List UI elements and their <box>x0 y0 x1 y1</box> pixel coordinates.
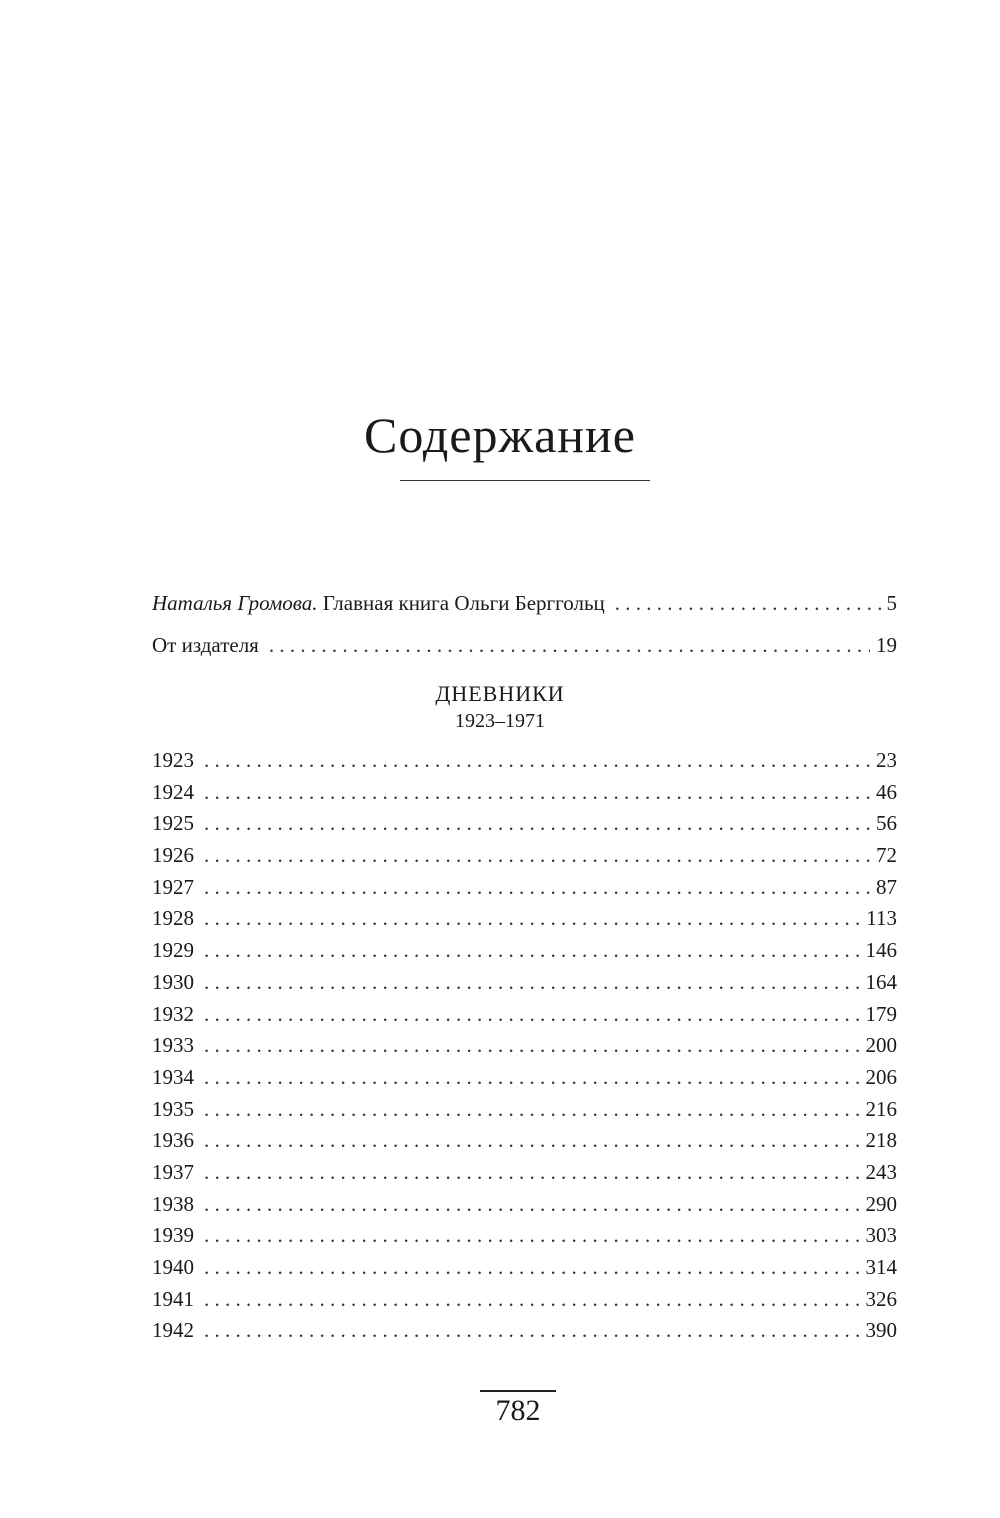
toc-entry-label: 1926 <box>152 843 194 868</box>
dot-leader <box>204 1062 860 1094</box>
dot-leader <box>204 745 870 777</box>
toc-entry-page: 216 <box>865 1096 897 1121</box>
toc-entry-page: 72 <box>876 843 897 868</box>
toc-entry-page: 87 <box>876 874 897 899</box>
toc-entry-page: 146 <box>865 938 897 963</box>
toc-entry-year[interactable] <box>152 1189 897 1221</box>
dot-leader <box>204 1125 860 1157</box>
toc-entry-page: 5 <box>886 591 897 615</box>
toc-entry-label: 1941 <box>152 1286 194 1311</box>
dot-leader <box>204 1284 860 1316</box>
dot-leader <box>615 582 881 624</box>
dot-leader <box>204 967 860 999</box>
toc-entry-label: 1935 <box>152 1096 194 1121</box>
dot-leader <box>204 777 870 809</box>
toc-entry-page: 19 <box>876 633 897 657</box>
toc-entry-page: 243 <box>865 1159 897 1184</box>
toc-entry-label: 1939 <box>152 1223 194 1248</box>
toc-entry-page: 113 <box>866 906 897 931</box>
dot-leader <box>204 1157 860 1189</box>
toc-entry-year[interactable] <box>152 1252 897 1284</box>
toc-entry-year[interactable] <box>152 1094 897 1126</box>
toc-entry-year[interactable] <box>152 745 897 777</box>
dot-leader <box>204 872 870 904</box>
dot-leader <box>269 624 870 666</box>
toc-entry-publisher-note[interactable] <box>152 624 897 666</box>
title-underline-rule <box>400 480 650 481</box>
toc-entry-title: От издателя <box>152 633 259 657</box>
toc-entry-label: 1940 <box>152 1255 194 1279</box>
toc-entry-label: 1925 <box>152 811 194 836</box>
dot-leader <box>204 1189 860 1221</box>
toc-entry-year[interactable] <box>152 1284 897 1316</box>
toc-entry-page: 218 <box>865 1128 897 1153</box>
toc-entry-label: 1934 <box>152 1064 194 1089</box>
dot-leader <box>204 1094 860 1126</box>
toc-entry-year[interactable] <box>152 903 897 935</box>
dot-leader <box>204 903 860 935</box>
toc-entry-year[interactable] <box>152 1220 897 1252</box>
toc-entry-label: 1942 <box>152 1318 194 1343</box>
toc-entry-label: 1928 <box>152 906 194 931</box>
toc-entry-label: 1930 <box>152 969 194 994</box>
toc-entry-page: 206 <box>865 1064 897 1089</box>
toc-entry-page: 390 <box>865 1318 897 1343</box>
toc-entry-author: Наталья Громова. <box>152 591 318 615</box>
toc-entry-page: 326 <box>865 1286 897 1311</box>
section-year-range: 1923–1971 <box>455 710 545 732</box>
toc-entry-page: 303 <box>865 1223 897 1248</box>
toc-entry-page: 179 <box>865 1001 897 1026</box>
page-number: 782 <box>480 1390 556 1430</box>
toc-entry-page: 23 <box>876 748 897 772</box>
toc-entry-label: 1929 <box>152 938 194 963</box>
toc-entry-year[interactable] <box>152 808 897 840</box>
toc-entry-label: 1938 <box>152 1191 194 1216</box>
page-title: Содержание <box>364 407 636 463</box>
dot-leader <box>204 1220 860 1252</box>
toc-entry-label: 1927 <box>152 874 194 899</box>
toc-entry-label: 1936 <box>152 1128 194 1153</box>
toc-entry-label: 1933 <box>152 1033 194 1058</box>
toc-entry-year[interactable] <box>152 1030 897 1062</box>
toc-entry-title: Главная книга Ольги Берггольц <box>322 591 605 615</box>
toc-entry-year[interactable] <box>152 777 897 809</box>
front-matter-list <box>152 582 897 666</box>
toc-entry-label: 1932 <box>152 1001 194 1026</box>
dot-leader <box>204 935 860 967</box>
dot-leader <box>204 1030 860 1062</box>
toc-entry-page: 46 <box>876 779 897 804</box>
toc-entry-year[interactable] <box>152 872 897 904</box>
toc-entry-year[interactable] <box>152 1125 897 1157</box>
toc-entry-year[interactable] <box>152 935 897 967</box>
year-entries-list <box>152 745 897 1347</box>
toc-entry-page: 200 <box>865 1033 897 1058</box>
toc-entry-year[interactable] <box>152 999 897 1031</box>
toc-entry-label <box>152 582 605 624</box>
toc-entry-year[interactable] <box>152 1157 897 1189</box>
toc-entry-page: 164 <box>865 969 897 994</box>
dot-leader <box>204 1252 860 1284</box>
dot-leader <box>204 808 870 840</box>
toc-entry-year[interactable] <box>152 967 897 999</box>
toc-entry-year[interactable] <box>152 1315 897 1347</box>
dot-leader <box>204 1315 860 1347</box>
toc-entry-page: 290 <box>865 1191 897 1216</box>
dot-leader <box>204 840 870 872</box>
toc-entry-label: 1924 <box>152 779 194 804</box>
dot-leader <box>204 999 860 1031</box>
toc-entry-year[interactable] <box>152 840 897 872</box>
toc-entry-label: 1923 <box>152 748 194 772</box>
section-heading <box>0 680 1000 734</box>
toc-entry-page: 56 <box>876 811 897 836</box>
toc-entry-foreword[interactable] <box>152 582 897 624</box>
toc-entry-year[interactable] <box>152 1062 897 1094</box>
toc-entry-label: 1937 <box>152 1159 194 1184</box>
section-title: ДНЕВНИКИ <box>435 681 565 706</box>
toc-entry-page: 314 <box>865 1255 897 1279</box>
